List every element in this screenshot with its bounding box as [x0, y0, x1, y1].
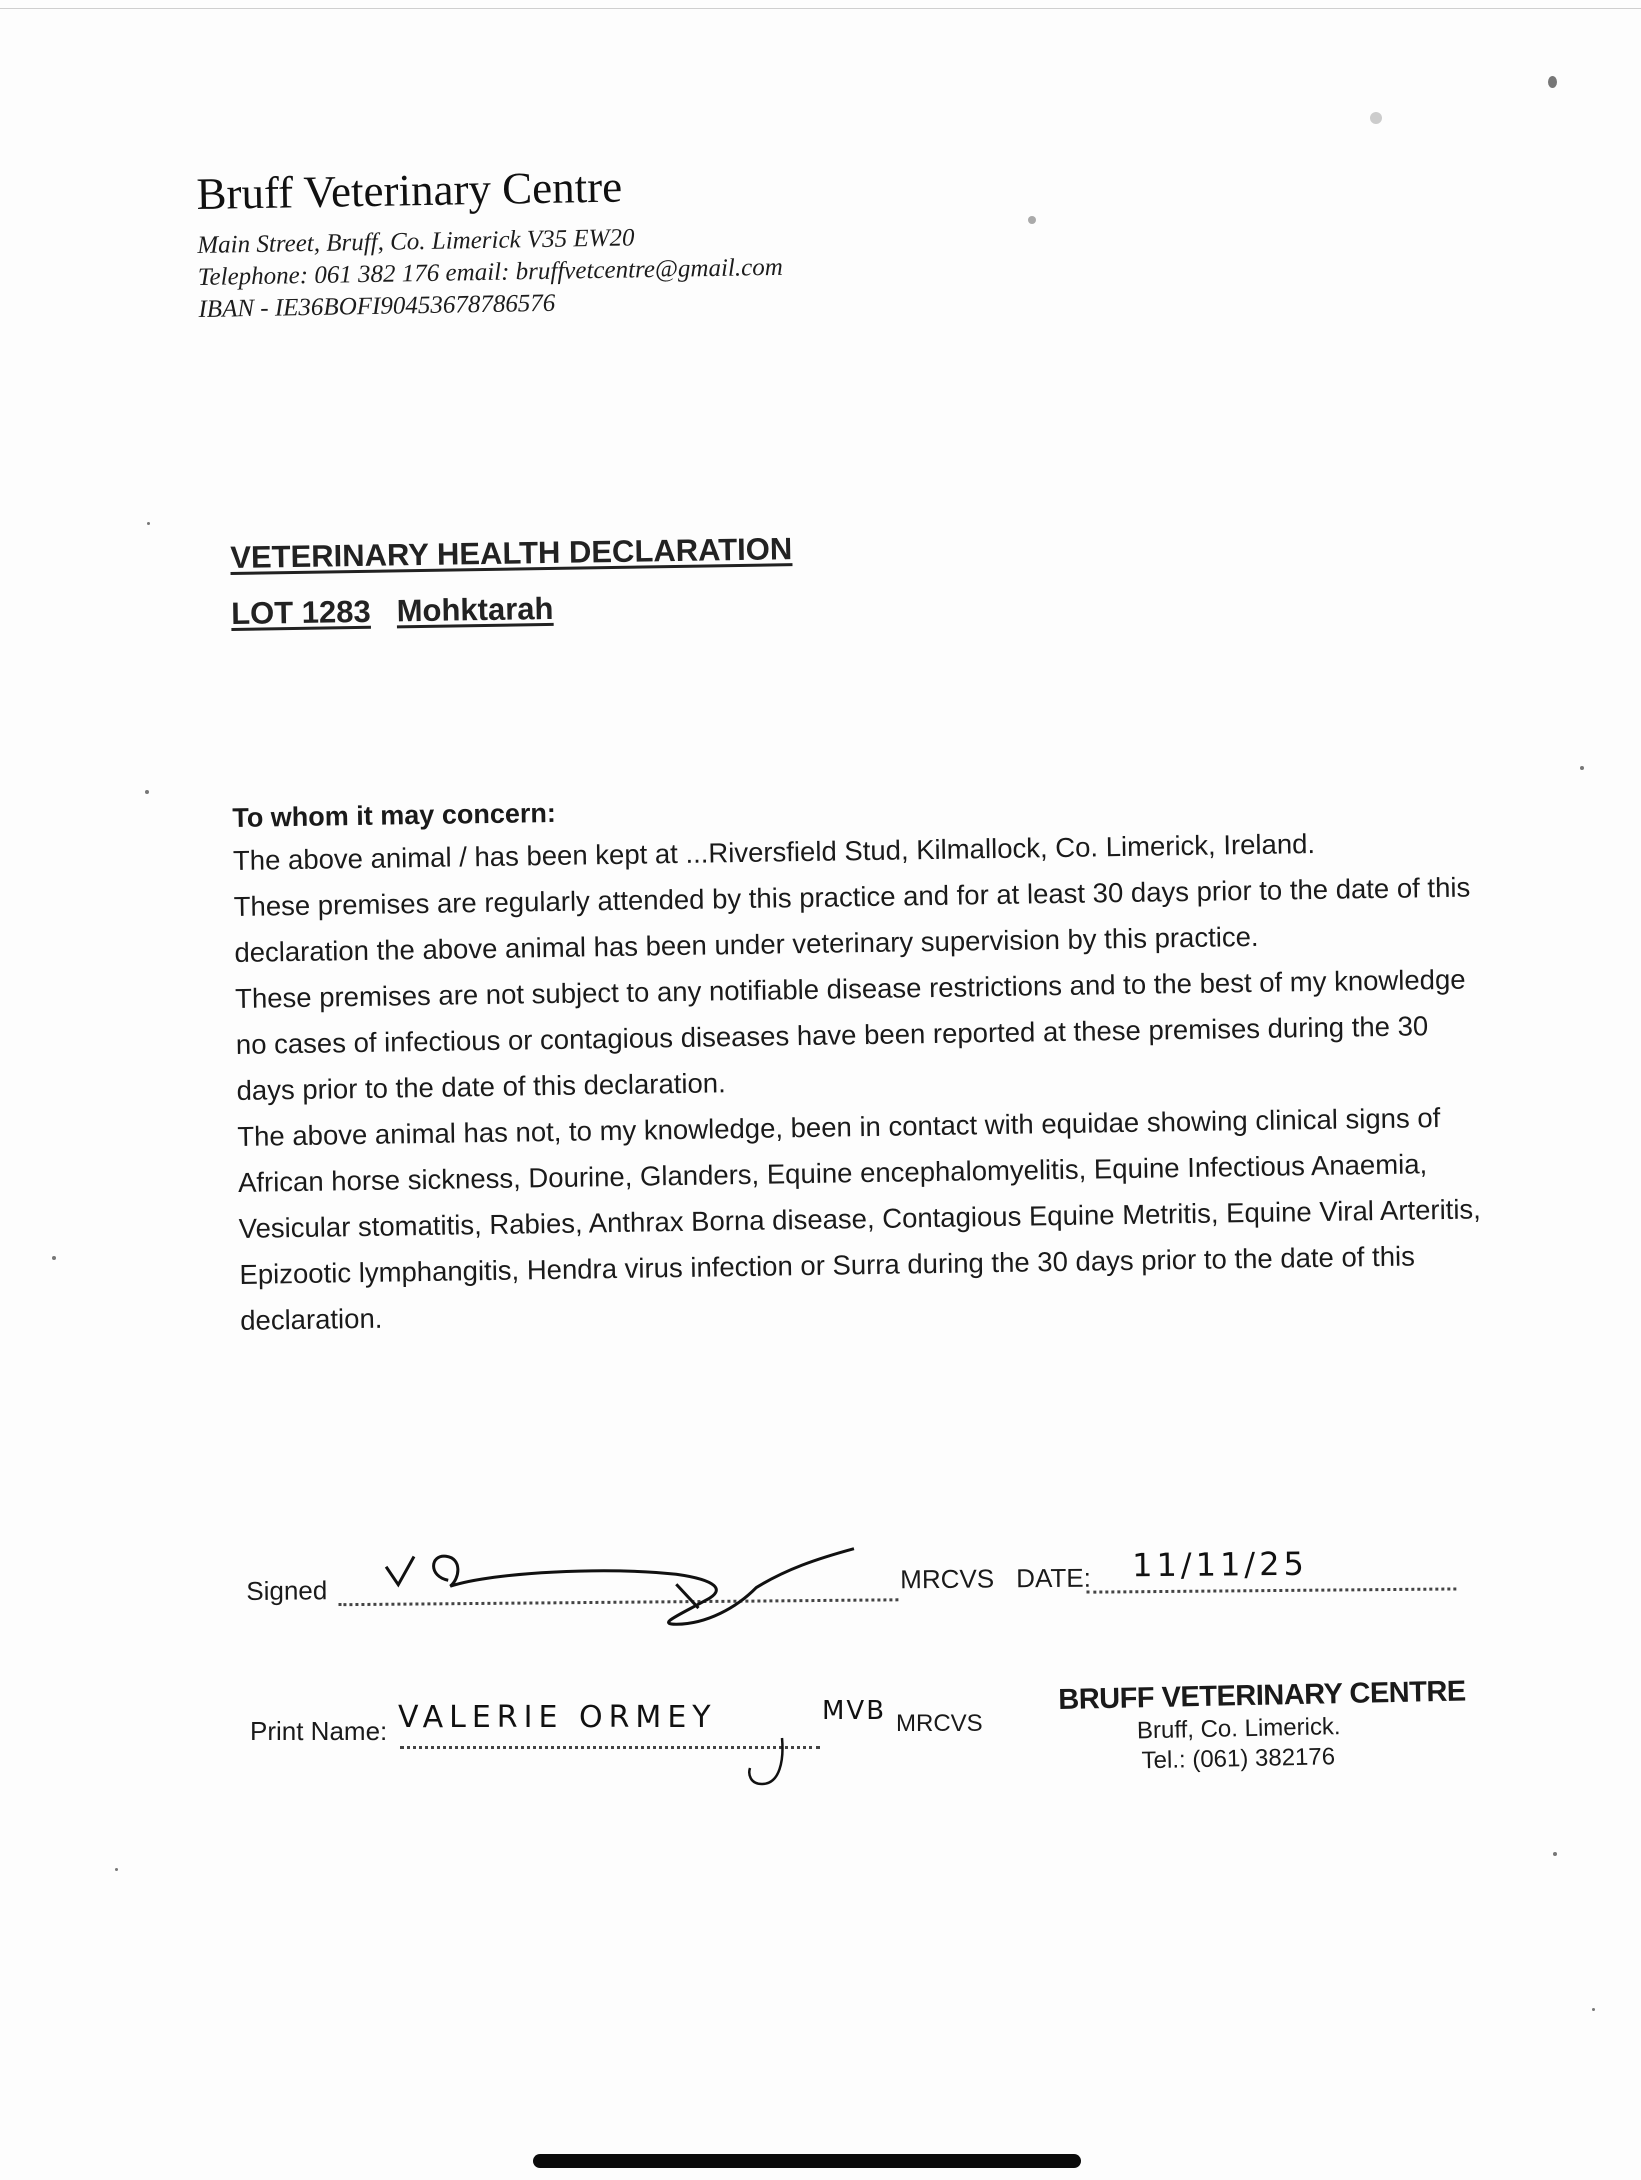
scan-speck	[1028, 216, 1036, 224]
scan-speck	[1548, 76, 1557, 88]
stamp-name: BRUFF VETERINARY CENTRE	[1058, 1675, 1467, 1716]
body-line: African horse sickness, Dourine, Glanders, Equine encephalomyelitis, Equine Infectious Anaemia,	[237, 1148, 1428, 1198]
scan-speck	[145, 790, 149, 794]
practice-name: Bruff Veterinary Centre	[196, 161, 623, 219]
date-label: DATE:	[1016, 1562, 1091, 1594]
stamp-location: Bruff, Co. Limerick.	[1136, 1713, 1341, 1745]
print-name-label: Print Name:	[250, 1716, 388, 1746]
body-line: days prior to the date of this declaration.	[236, 1067, 726, 1106]
scan-speck	[1580, 766, 1584, 770]
scan-speck	[52, 1256, 56, 1260]
date-dotted-line	[1086, 1587, 1456, 1593]
body-line: Epizootic lymphangitis, Hendra virus infection or Surra during the 30 days prior to the date of this	[239, 1240, 1416, 1290]
body-line: no cases of infectious or contagious diseases have been reported at these premises during the 30	[235, 1010, 1429, 1060]
scan-speck	[147, 522, 150, 525]
qualification: MVB	[822, 1696, 887, 1726]
signed-date: 11/11/25	[1131, 1544, 1308, 1585]
practice-contact: Telephone: 061 382 176 email: bruffvetcentre@gmail.com	[197, 253, 783, 291]
body-line: The above animal / has been kept at ...Riversfield Stud, Kilmallock, Co. Limerick, Ireland.	[232, 827, 1316, 876]
printed-name: VALERIE ORMEY	[398, 1700, 717, 1735]
practice-address: Main Street, Bruff, Co. Limerick V35 EW20	[197, 224, 635, 259]
signature-row	[246, 1545, 1486, 1616]
lot-number: LOT 1283	[230, 593, 371, 631]
letterhead	[196, 158, 784, 326]
declaration-body	[232, 777, 1580, 1344]
declaration-title: VETERINARY HEALTH DECLARATION	[230, 531, 793, 575]
scan-speck	[1553, 1852, 1557, 1856]
salutation: To whom it may concern:	[232, 797, 557, 833]
practice-stamp	[1058, 1675, 1467, 1777]
horse-name: Mohktarah	[396, 590, 554, 629]
body-line: These premises are not subject to any notifiable disease restrictions and to the best of my knowledge	[234, 963, 1466, 1014]
print-name-row	[250, 1696, 1010, 1764]
scan-speck	[1370, 112, 1382, 124]
mrcvs-label: MRCVS	[900, 1563, 995, 1595]
signed-label: Signed	[246, 1575, 328, 1606]
body-line: The above animal has not, to my knowledge, been in contact with equidae showing clinical signs of	[237, 1102, 1441, 1152]
stamp-phone: Tel.: (061) 382176	[1141, 1743, 1336, 1775]
practice-iban: IBAN - IE36BOFI90453678786576	[198, 289, 556, 323]
scan-speck	[115, 1868, 118, 1871]
scan-speck	[1592, 2008, 1595, 2011]
body-line: These premises are regularly attended by this practice and for at least 30 days prior to the date of this	[233, 871, 1471, 922]
print-suffix: MRCVS	[896, 1710, 983, 1737]
body-line: declaration the above animal has been under veterinary supervision by this practice.	[234, 920, 1259, 968]
signature-scrawl	[376, 1536, 937, 1631]
handwriting-descender	[740, 1734, 800, 1794]
scan-edge-line	[0, 8, 1641, 9]
declaration-heading	[230, 531, 793, 632]
body-line: Vesicular stomatitis, Rabies, Anthrax Borna disease, Contagious Equine Metritis, Equine Viral Arteritis,	[238, 1193, 1482, 1244]
lot-line	[231, 587, 794, 632]
home-indicator-bar[interactable]	[533, 2154, 1081, 2168]
body-line: declaration.	[239, 1302, 383, 1336]
